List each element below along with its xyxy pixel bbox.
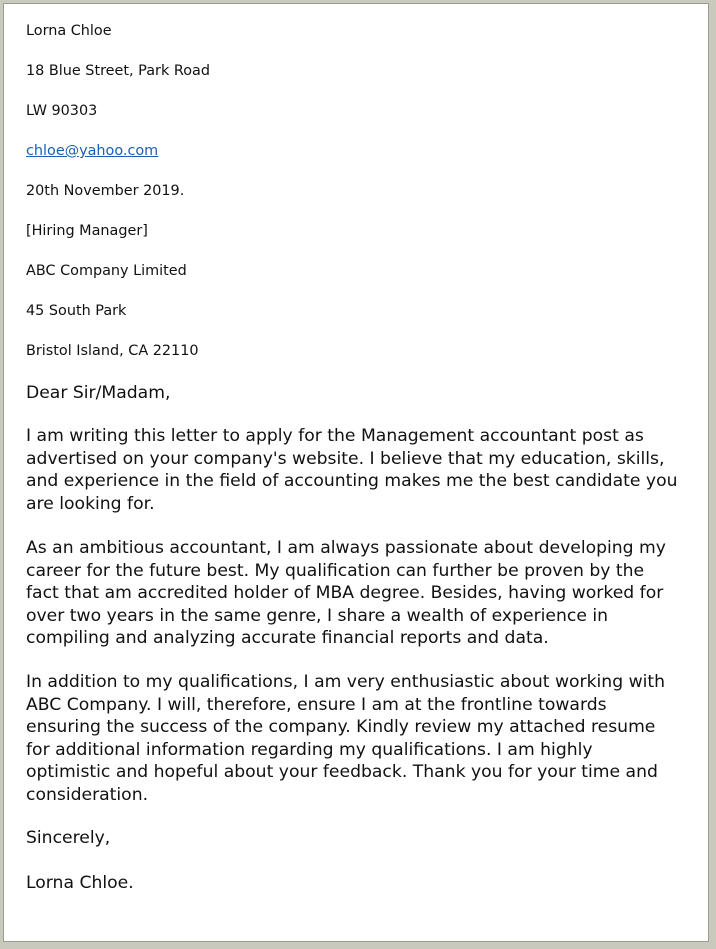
- paragraph-line: compiling and analyzing accurate financial reports and data.: [26, 628, 549, 649]
- paragraph-line: are looking for.: [26, 493, 155, 514]
- closing: Sincerely,: [26, 828, 111, 848]
- paragraph-line: and experience in the field of accounting makes me the best candidate you: [26, 471, 678, 492]
- sender-name: Lorna Chloe: [26, 23, 112, 39]
- recipient-company: ABC Company Limited: [26, 263, 187, 279]
- paragraph-line: As an ambitious accountant, I am always passionate about developing my: [26, 538, 666, 558]
- sender-email-link[interactable]: chloe@yahoo.com: [26, 143, 159, 159]
- paragraph-1: [26, 425, 677, 515]
- letter-date: 20th November 2019.: [26, 183, 185, 199]
- paragraph-line: optimistic and hopeful about your feedback. Thank you for your time and: [26, 762, 658, 783]
- paragraph-line: In addition to my qualifications, I am very enthusiastic about working with: [26, 672, 666, 692]
- paragraph-line: consideration.: [26, 784, 149, 805]
- recipient-city: Bristol Island, CA 22110: [26, 343, 199, 359]
- paragraph-line: career for the future best. My qualification can further be proven by the: [26, 560, 645, 581]
- paragraph-line: advertised on your company's website. I believe that my education, skills,: [26, 448, 665, 469]
- paragraph-line: fact that am accredited holder of MBA degree. Besides, having worked for: [26, 583, 664, 604]
- salutation: Dear Sir/Madam,: [26, 383, 171, 403]
- letter-page: [3, 3, 709, 942]
- paragraph-3: [26, 671, 665, 807]
- paragraph-line: for additional information regarding my qualifications. I am highly: [26, 739, 593, 760]
- paragraph-line: over two years in the same genre, I share a wealth of experience in: [26, 605, 609, 626]
- recipient-street: 45 South Park: [26, 303, 127, 319]
- signature: Lorna Chloe.: [26, 873, 134, 893]
- recipient-title: [Hiring Manager]: [26, 223, 148, 239]
- paragraph-line: ABC Company. I will, therefore, ensure I am at the frontline towards: [26, 694, 607, 715]
- paragraph-line: I am writing this letter to apply for the Management accountant post as: [26, 426, 644, 446]
- sender-postcode: LW 90303: [26, 103, 98, 119]
- sender-street: 18 Blue Street, Park Road: [26, 63, 210, 79]
- paragraph-line: ensuring the success of the company. Kindly review my attached resume: [26, 717, 656, 738]
- paragraph-2: [26, 537, 666, 650]
